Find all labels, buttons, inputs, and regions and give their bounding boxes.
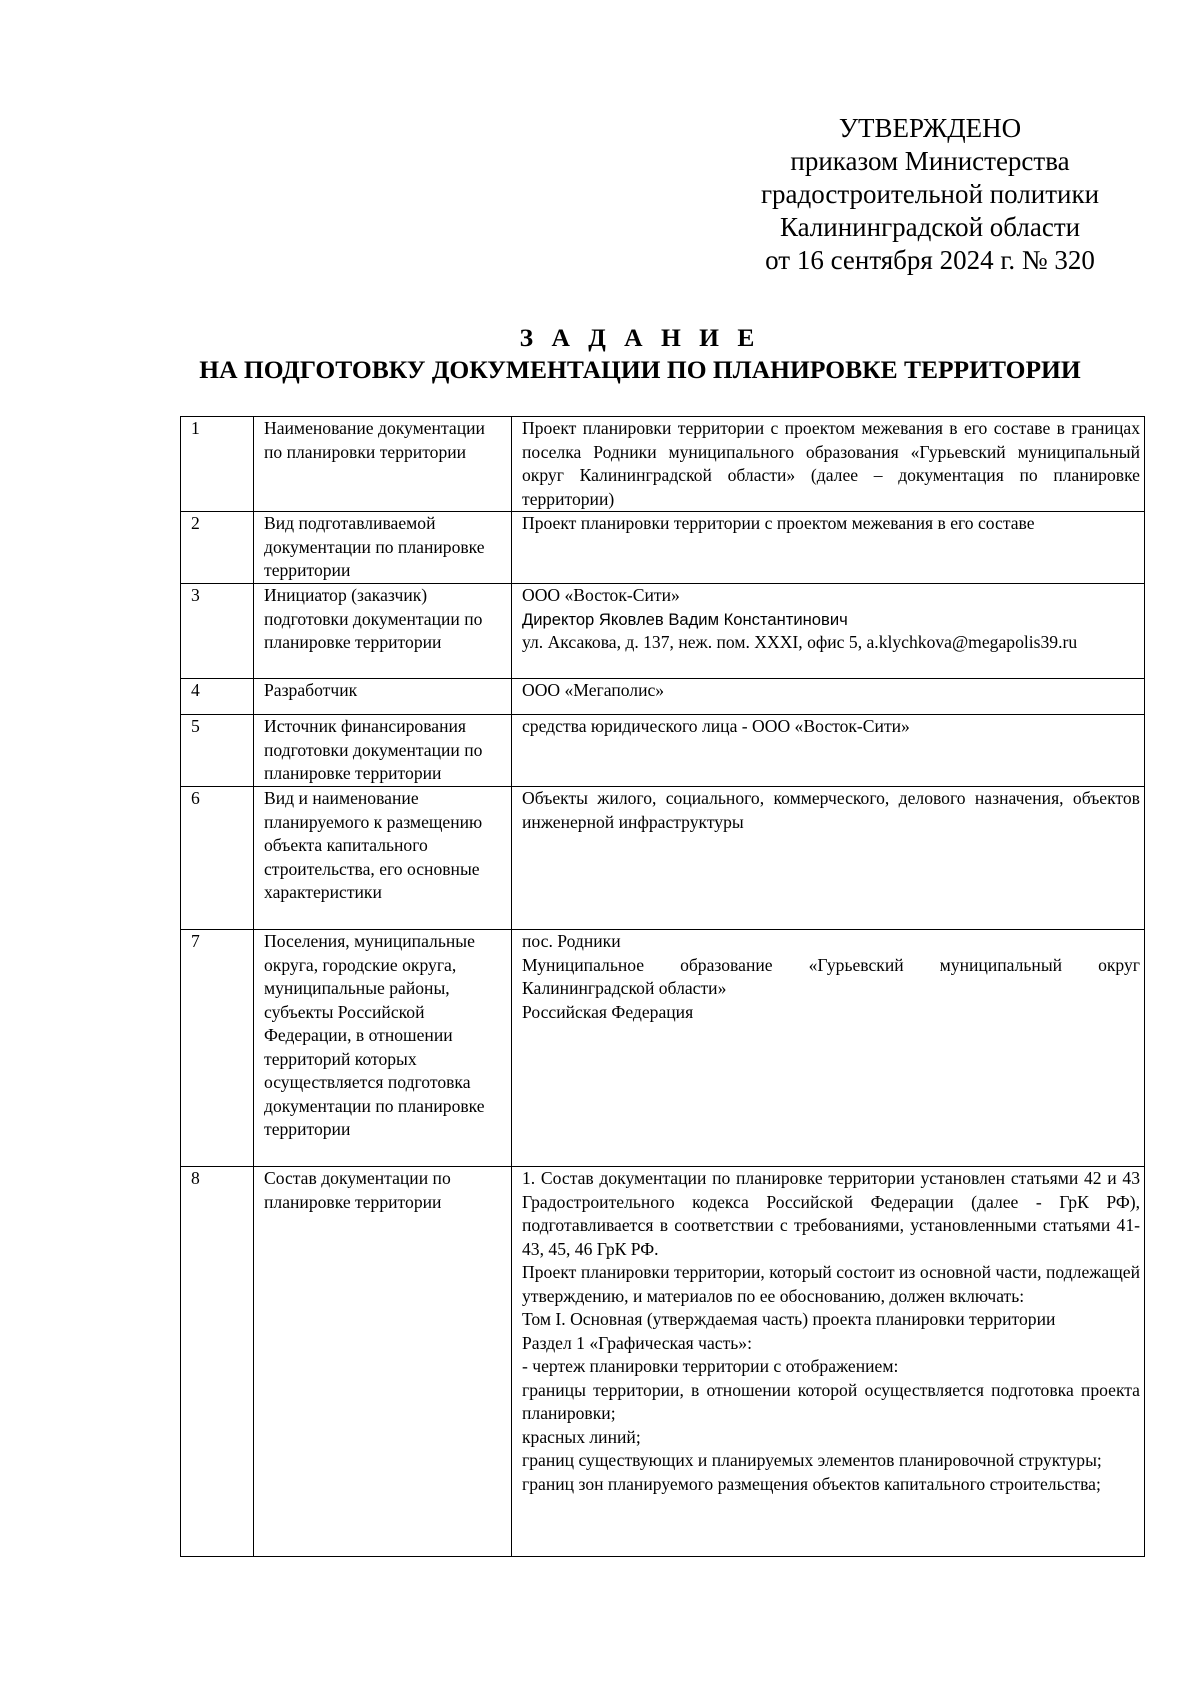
row-label: Вид и наименование планируемого к размещению объекта капитального строительства, его основные характеристики bbox=[254, 787, 512, 930]
row-value-paragraph: ООО «Мегаполис» bbox=[522, 680, 665, 700]
row-value-paragraph: Директор Яковлев Вадим Константинович bbox=[522, 609, 848, 629]
row-value-paragraph: - чертеж планировки территории с отображением: bbox=[522, 1356, 899, 1376]
row-value-paragraph: Раздел 1 «Графическая часть»: bbox=[522, 1332, 752, 1353]
document-title bbox=[140, 322, 1140, 386]
approval-line-order: приказом Министерства bbox=[790, 146, 1070, 176]
row-number: 3 bbox=[181, 584, 254, 679]
row-value-paragraph: средства юридического лица - ООО «Восток-Сити» bbox=[522, 716, 910, 736]
row-value-paragraph: пос. Родники bbox=[522, 931, 621, 951]
row-value-paragraph: красных линий; bbox=[522, 1426, 641, 1447]
row-number: 7 bbox=[181, 930, 254, 1167]
table-row bbox=[181, 787, 1145, 930]
row-value bbox=[512, 715, 1145, 787]
table-row bbox=[181, 417, 1145, 512]
row-value-paragraph: Том I. Основная (утверждаемая часть) проекта планировки территории bbox=[522, 1309, 1056, 1329]
title-task: З А Д А Н И Е bbox=[519, 323, 761, 352]
row-label: Поселения, муниципальные округа, городские округа, муниципальные районы, субъекты Российской Федерации, в отношении территорий которых осуществляется подготовка документации по планировке территории bbox=[254, 930, 512, 1167]
row-label: Вид подготавливаемой документации по планировке территории bbox=[254, 512, 512, 584]
row-value-paragraph: Проект планировки территории с проектом межевания в его составе bbox=[522, 513, 1035, 533]
row-value-paragraph: Российская Федерация bbox=[522, 1001, 694, 1022]
approval-line-approved: УТВЕРЖДЕНО bbox=[838, 113, 1022, 143]
row-value-paragraph: 1. Состав документации по планировке территории установлен статьями 42 и 43 Градостроительного кодекса Российской Федерации (далее - ГрК РФ), подготавливается в соответствии с требованиями, установленными статьями 41-43, 45, 46 ГрК РФ. bbox=[522, 1168, 1140, 1259]
row-value-paragraph: границ существующих и планируемых элементов планировочной структуры; bbox=[522, 1450, 1102, 1470]
row-number: 1 bbox=[181, 417, 254, 512]
row-value bbox=[512, 584, 1145, 679]
approval-block bbox=[720, 112, 1140, 277]
row-label: Наименование документации по планировки территории bbox=[254, 417, 512, 512]
row-number: 6 bbox=[181, 787, 254, 930]
row-number: 5 bbox=[181, 715, 254, 787]
row-number: 8 bbox=[181, 1167, 254, 1557]
row-value-paragraph: границы территории, в отношении которой осуществляется подготовка проекта планировки; bbox=[522, 1379, 1140, 1423]
row-value bbox=[512, 787, 1145, 930]
row-label: Состав документации по планировке территории bbox=[254, 1167, 512, 1557]
row-value bbox=[512, 679, 1145, 715]
table-row bbox=[181, 1167, 1145, 1557]
title-subject: НА ПОДГОТОВКУ ДОКУМЕНТАЦИИ ПО ПЛАНИРОВКЕ ТЕРРИТОРИИ bbox=[199, 355, 1081, 384]
approval-line-policy: градостроительной политики bbox=[760, 179, 1100, 209]
table-row bbox=[181, 679, 1145, 715]
row-value-paragraph: Проект планировки территории, который состоит из основной части, подлежащей утверждению, и материалов по ее обоснованию, должен включать: bbox=[522, 1262, 1140, 1306]
table-row bbox=[181, 584, 1145, 679]
row-number: 4 bbox=[181, 679, 254, 715]
row-value bbox=[512, 930, 1145, 1167]
row-value-paragraph: ООО «Восток-Сити» bbox=[522, 585, 680, 605]
row-value bbox=[512, 512, 1145, 584]
row-value-paragraph: Муниципальное образование «Гурьевский муниципальный округ Калининградской области» bbox=[522, 954, 1140, 998]
row-value bbox=[512, 417, 1145, 512]
row-value-paragraph: границ зон планируемого размещения объектов капитального строительства; bbox=[522, 1473, 1101, 1494]
row-label: Инициатор (заказчик) подготовки документации по планировке территории bbox=[254, 584, 512, 679]
row-value bbox=[512, 1167, 1145, 1557]
approval-line-region: Калининградской области bbox=[779, 212, 1081, 242]
approval-line-date: от 16 сентября 2024 г. № 320 bbox=[765, 245, 1095, 275]
row-value-paragraph: ул. Аксакова, д. 137, неж. пом. XXXI, офис 5, a.klychkova@megapolis39.ru bbox=[522, 632, 1078, 652]
row-value-paragraph: Проект планировки территории с проектом межевания в его составе в границах поселка Родники муниципального образования «Гурьевский муниципальный округ Калининградской области» (далее – документация по планировке территории) bbox=[522, 418, 1140, 509]
table-row bbox=[181, 930, 1145, 1167]
row-label: Источник финансирования подготовки документации по планировке территории bbox=[254, 715, 512, 787]
task-table bbox=[180, 416, 1145, 1557]
table-row bbox=[181, 512, 1145, 584]
table-row bbox=[181, 715, 1145, 787]
row-number: 2 bbox=[181, 512, 254, 584]
row-value-paragraph: Объекты жилого, социального, коммерческого, делового назначения, объектов инженерной инфраструктуры bbox=[522, 788, 1140, 832]
row-label: Разработчик bbox=[254, 679, 512, 715]
